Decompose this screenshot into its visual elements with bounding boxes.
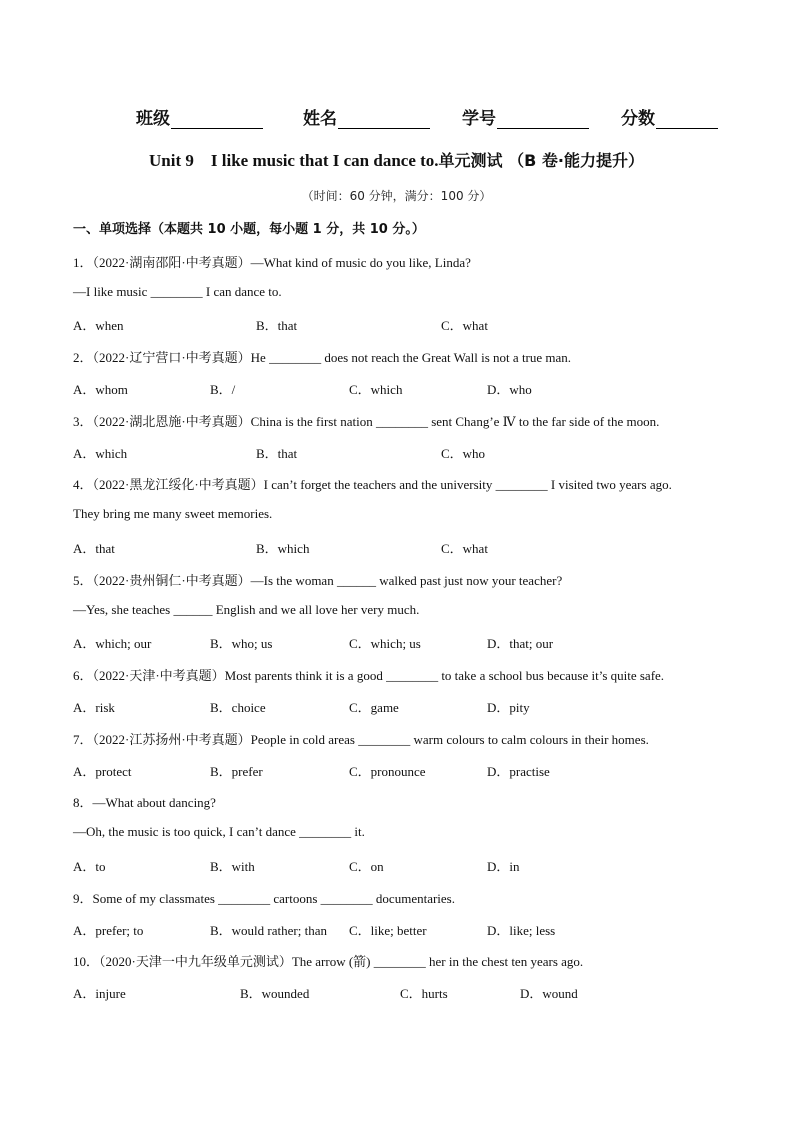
name-label: 姓名 bbox=[303, 109, 337, 129]
question-6-line-1: 6．（2022·天津·中考真题）Most parents think it is a good ________ to take a school bus because it’s quite safe. bbox=[73, 668, 665, 683]
score-label: 分数 bbox=[621, 109, 655, 129]
question-7-line-1: 7．（2022·江苏扬州·中考真题）People in cold areas ________ warm colours to calm colours in their homes. bbox=[73, 732, 649, 747]
question-8-option-c[interactable]: C．on bbox=[349, 859, 384, 874]
question-5-line-1: 5．（2022·贵州铜仁·中考真题）—Is the woman ______ walked past just now your teacher? bbox=[73, 573, 563, 588]
class-blank bbox=[171, 110, 263, 129]
question-2-option-d[interactable]: D．who bbox=[487, 382, 532, 397]
question-5-option-a[interactable]: A．which; our bbox=[73, 636, 152, 651]
question-3-option-b[interactable]: B．that bbox=[256, 446, 298, 461]
question-9-option-c[interactable]: C．like; better bbox=[349, 923, 427, 938]
question-3-line-1: 3．（2022·湖北恩施·中考真题）China is the first nation ________ sent Chang’e Ⅳ to the far side of the moon. bbox=[73, 414, 660, 429]
question-6-option-b[interactable]: B．choice bbox=[210, 700, 266, 715]
question-1-option-b[interactable]: B．that bbox=[256, 318, 298, 333]
score-field bbox=[621, 104, 718, 129]
class-field bbox=[136, 104, 263, 129]
question-6-option-d[interactable]: D．pity bbox=[487, 700, 530, 715]
question-5-line-2: —Yes, she teaches ______ English and we all love her very much. bbox=[73, 602, 420, 617]
question-6-option-c[interactable]: C．game bbox=[349, 700, 399, 715]
section-title: 一、单项选择（本题共 10 小题，每小题 1 分，共 10 分。） bbox=[73, 222, 425, 237]
question-5-option-c[interactable]: C．which; us bbox=[349, 636, 421, 651]
question-8-option-a[interactable]: A．to bbox=[73, 859, 106, 874]
title-unit: Unit 9 bbox=[149, 151, 194, 170]
question-9-option-a[interactable]: A．prefer; to bbox=[73, 923, 144, 938]
question-10-option-d[interactable]: D．wound bbox=[520, 986, 578, 1001]
question-7-option-b[interactable]: B．prefer bbox=[210, 764, 263, 779]
question-10-option-b[interactable]: B．wounded bbox=[240, 986, 310, 1001]
question-3-option-a[interactable]: A．which bbox=[73, 446, 128, 461]
question-2-option-a[interactable]: A．whom bbox=[73, 382, 128, 397]
question-10-option-a[interactable]: A．injure bbox=[73, 986, 126, 1001]
question-4-option-c[interactable]: C．what bbox=[441, 541, 488, 556]
question-5-option-b[interactable]: B．who; us bbox=[210, 636, 273, 651]
question-9-option-b[interactable]: B．would rather; than bbox=[210, 923, 327, 938]
question-4-option-a[interactable]: A．that bbox=[73, 541, 115, 556]
question-10-line-1: 10．（2020·天津一中九年级单元测试）The arrow (箭) ________ her in the chest ten years ago. bbox=[73, 954, 584, 969]
question-4-option-b[interactable]: B．which bbox=[256, 541, 310, 556]
question-8-line-2: —Oh, the music is too quick, I can’t dance ________ it. bbox=[73, 824, 365, 839]
class-label: 班级 bbox=[136, 109, 170, 129]
question-8-option-d[interactable]: D．in bbox=[487, 859, 520, 874]
question-8-option-b[interactable]: B．with bbox=[210, 859, 255, 874]
question-1-line-2: —I like music ________ I can dance to. bbox=[73, 284, 282, 299]
page-title bbox=[0, 148, 793, 171]
student-id-blank bbox=[497, 110, 589, 129]
title-chinese: 单元测试 （B 卷·能力提升） bbox=[438, 151, 644, 170]
question-1-option-a[interactable]: A．when bbox=[73, 318, 124, 333]
question-7-option-c[interactable]: C．pronounce bbox=[349, 764, 426, 779]
title-english: I like music that I can dance to. bbox=[210, 151, 439, 170]
exam-info: （时间：60 分钟，满分：100 分） bbox=[301, 189, 492, 203]
question-10-option-c[interactable]: C．hurts bbox=[400, 986, 448, 1001]
question-6-option-a[interactable]: A．risk bbox=[73, 700, 115, 715]
question-3-option-c[interactable]: C．who bbox=[441, 446, 486, 461]
student-id-field bbox=[462, 104, 589, 129]
question-1-line-1: 1．（2022·湖南邵阳·中考真题）—What kind of music do you like, Linda? bbox=[73, 255, 471, 270]
score-blank bbox=[656, 110, 718, 129]
name-field bbox=[303, 104, 430, 129]
question-7-option-d[interactable]: D．practise bbox=[487, 764, 550, 779]
question-8-line-1: 8．—What about dancing? bbox=[73, 795, 216, 810]
question-1-option-c[interactable]: C．what bbox=[441, 318, 488, 333]
name-blank bbox=[338, 110, 430, 129]
question-5-option-d[interactable]: D．that; our bbox=[487, 636, 554, 651]
question-7-option-a[interactable]: A．protect bbox=[73, 764, 132, 779]
question-9-option-d[interactable]: D．like; less bbox=[487, 923, 556, 938]
question-2-line-1: 2．（2022·辽宁营口·中考真题）He ________ does not reach the Great Wall is not a true man. bbox=[73, 350, 572, 365]
question-4-line-2: They bring me many sweet memories. bbox=[73, 506, 273, 521]
question-4-line-1: 4．（2022·黑龙江绥化·中考真题）I can’t forget the teachers and the university ________ I visited two years ago. bbox=[73, 477, 672, 492]
question-2-option-b[interactable]: B．/ bbox=[210, 382, 236, 397]
student-info-row bbox=[136, 104, 726, 128]
question-2-option-c[interactable]: C．which bbox=[349, 382, 403, 397]
question-9-line-1: 9．Some of my classmates ________ cartoons ________ documentaries. bbox=[73, 891, 455, 906]
student-id-label: 学号 bbox=[462, 109, 496, 129]
